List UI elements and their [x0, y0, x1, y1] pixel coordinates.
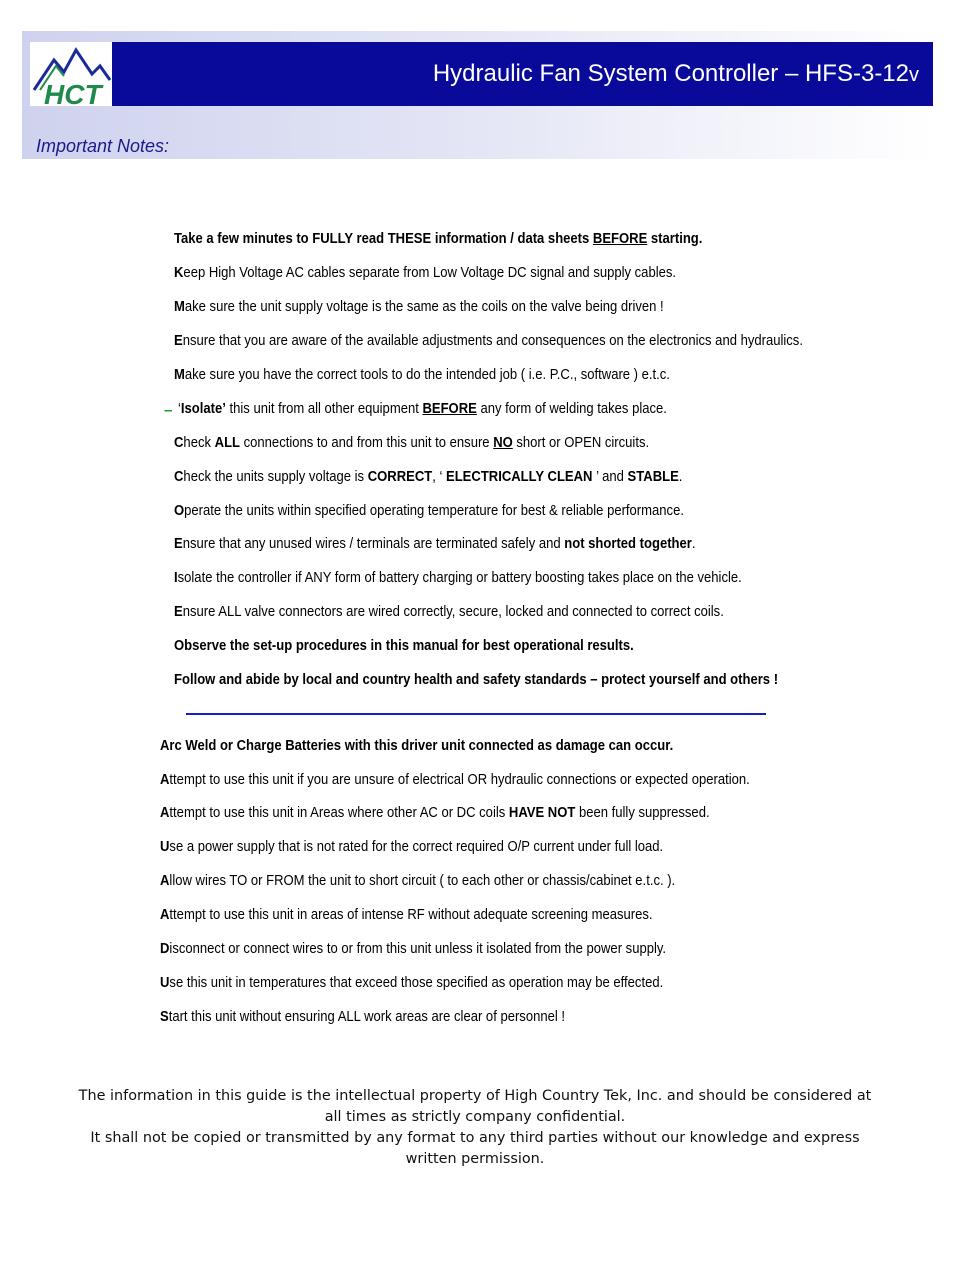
list-item: Use this unit in temperatures that exceed those specified as operation may be effected.: [160, 975, 664, 991]
list-item: Take a few minutes to FULLY read THESE information / data sheets BEFORE starting.: [174, 231, 703, 247]
list-item: Follow and abide by local and country health and safety standards – protect yourself and others !: [174, 672, 779, 688]
section-heading: Important Notes:: [36, 136, 170, 156]
section-divider: [186, 713, 766, 715]
page-title: Hydraulic Fan System Controller – HFS-3-12v: [432, 60, 919, 87]
list-item: Isolate the controller if ANY form of battery charging or battery boosting takes place on the vehicle.: [174, 570, 742, 586]
list-item: Start this unit without ensuring ALL work areas are clear of personnel !: [160, 1009, 566, 1025]
confidentiality-footer: [40, 1086, 910, 1170]
footer-line: all times as strictly company confidential.: [324, 1109, 626, 1125]
mountain-logo-icon: [30, 42, 112, 106]
list-item: Allow wires TO or FROM the unit to short circuit ( to each other or chassis/cabinet e.t.c. ).: [160, 873, 676, 889]
list-item: Observe the set-up procedures in this manual for best operational results.: [174, 638, 634, 654]
list-item: Arc Weld or Charge Batteries with this driver unit connected as damage can occur.: [160, 738, 674, 754]
list-item: Check the units supply voltage is CORRECT, ‘ ELECTRICALLY CLEAN ’ and STABLE.: [174, 469, 683, 485]
footer-line: written permission.: [405, 1151, 545, 1167]
list-item: Ensure that any unused wires / terminals are terminated safely and not shorted together.: [174, 536, 696, 552]
list-item: Disconnect or connect wires to or from this unit unless it isolated from the power supply.: [160, 941, 667, 957]
dash-bullet: –: [164, 402, 173, 419]
list-item: ‘Isolate’ this unit from all other equipment BEFORE any form of welding takes place.: [178, 401, 667, 417]
list-item: Make sure the unit supply voltage is the same as the coils on the valve being driven !: [174, 299, 664, 315]
company-logo: [30, 42, 112, 106]
list-item: Attempt to use this unit in Areas where other AC or DC coils HAVE NOT been fully suppressed.: [160, 805, 710, 821]
list-item: Operate the units within specified operating temperature for best & reliable performance.: [174, 503, 684, 519]
list-item: Ensure ALL valve connectors are wired correctly, secure, locked and connected to correct coils.: [174, 604, 724, 620]
list-item: Ensure that you are aware of the available adjustments and consequences on the electronics and hydraulics.: [174, 333, 803, 349]
list-item: Attempt to use this unit in areas of intense RF without adequate screening measures.: [160, 907, 653, 923]
list-item: Attempt to use this unit if you are unsure of electrical OR hydraulic connections or expected operation.: [160, 772, 750, 788]
list-item: Keep High Voltage AC cables separate from Low Voltage DC signal and supply cables.: [174, 265, 677, 281]
list-item: Check ALL connections to and from this unit to ensure NO short or OPEN circuits.: [174, 435, 650, 451]
footer-line: The information in this guide is the intellectual property of High Country Tek, Inc. and should be considered at: [78, 1088, 872, 1104]
footer-line: It shall not be copied or transmitted by any format to any third parties without our knowledge and express: [90, 1130, 860, 1146]
logo-text: HCT: [44, 79, 102, 106]
list-item: Make sure you have the correct tools to do the intended job ( i.e. P.C., software ) e.t.c.: [174, 367, 670, 383]
list-item: Use a power supply that is not rated for the correct required O/P current under full load.: [160, 839, 664, 855]
